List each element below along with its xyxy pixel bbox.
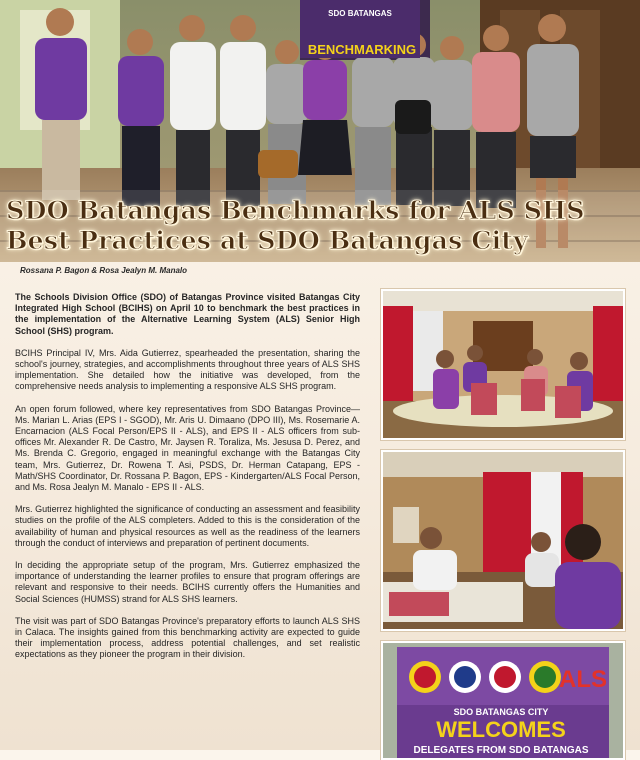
welcome-tarpaulin-photo	[381, 641, 625, 760]
meeting-photo-1	[381, 289, 625, 440]
article-paragraph: BCIHS Principal IV, Mrs. Aida Gutierrez, spearheaded the presentation, sharing the school's journey, strategies, and accomplishments throughout three years of ALS SHS implementation. She detailed how the initiative was developed, from the comprehensive needs analysis to implementing a responsive ALS SHS program.	[15, 347, 360, 392]
welcome-line3: DELEGATES FROM SDO BATANGAS	[413, 745, 589, 756]
welcome-line1: SDO BATANGAS CITY	[453, 707, 549, 717]
welcome-line2: WELCOMES	[436, 717, 566, 742]
article-paragraph: The visit was part of SDO Batangas Province's preparatory efforts to launch ALS SHS in Calaca. The insights gained from this benchmarking activity are expected to guide their implementation process, address potential challenges, and set realistic expectations as they pioneer the program in their division.	[15, 615, 360, 660]
article-paragraph: The Schools Division Office (SDO) of Batangas Province visited Batangas City Integrated High School (BCIHS) on April 10 to benchmark the best practices in the implementation of the Alternative Learning System (ALS) Senior High School (SHS) program.	[15, 292, 360, 336]
byline: Rossana P. Bagon & Rosa Jealyn M. Manalo	[20, 266, 188, 275]
banner-caption: SDO BATANGAS	[328, 9, 392, 18]
article-paragraph: An open forum followed, where key representatives from SDO Batangas Province—Ms. Marian L. Arias (EPS I - SGOD), Mr. Aris U. Dimaano (DPO III), Ms. Rosemarie A. Encarnacion (ALS Focal Person/EPS II - ALS), and EPS II - ALS officers from sub-offices Mr. Alexander R. De Castro, Mr. Jaysen R. Toraliza, Ms. Jesusa D. Perez, and Ms. Brenda C. Gregorio, engaged in meaningful exchange with the Batangas City team, Mrs. Gutierrez, Dr. Rowena T. Asi, PSDS, Dr. Herman Catapang, EPS - Math/SHS Coordinator, Dr. Rossana P. Bagon, EPS - Kindergarten/ALS Focal Person, and Ms. Rosa Jealyn M. Manalo - EPS II - ALS.	[15, 403, 360, 493]
meeting-photo-2	[381, 450, 625, 631]
article-body	[15, 292, 360, 672]
article-paragraph: In deciding the appropriate setup of the program, Mrs. Gutierrez emphasized the importance of understanding the learner profiles to ensure that program offerings are relevant and responsive to their needs. BCIHS currently offers the Humanities and Social Sciences (HUMSS) strand for ALS SHS learners.	[15, 560, 360, 604]
article-paragraph: Mrs. Gutierrez highlighted the significance of conducting an assessment and feasibility studies on the profile of the ALS completers. Added to this is the consideration of the availability of human and physical resources as well as the readiness of the learners through the conduct of interviews and preparation of pertinent documents.	[15, 504, 360, 548]
article-headline: SDO Batangas Benchmarks for ALS SHS Best Practices at SDO Batangas City	[6, 196, 585, 256]
als-logo: ALS	[559, 666, 607, 693]
banner-word: BENCHMARKING	[307, 42, 417, 57]
group-photo	[0, 0, 640, 262]
